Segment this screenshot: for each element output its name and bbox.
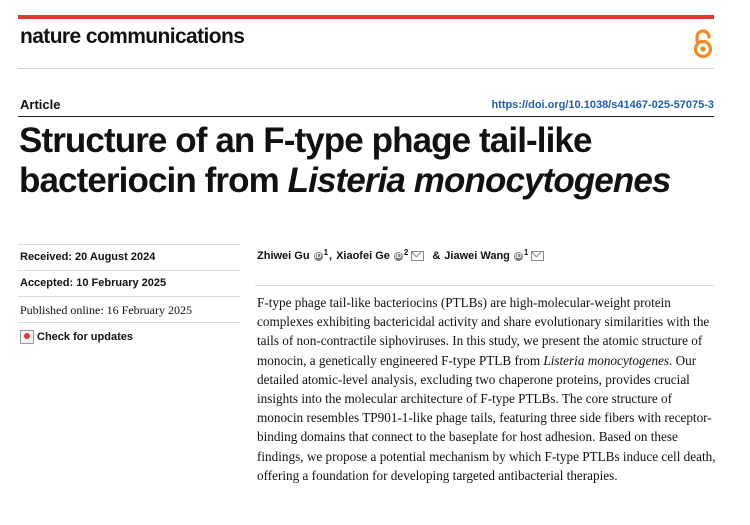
- title-text: Structure of an F-type phage tail-like bacteriocin from: [19, 121, 592, 200]
- email-icon[interactable]: [411, 251, 424, 261]
- orcid-icon[interactable]: iD: [514, 252, 522, 260]
- title-species: Listeria monocytogenes: [287, 161, 671, 200]
- author-affiliation: 1: [323, 247, 329, 257]
- page-title: [19, 121, 719, 201]
- meta-divider: [18, 322, 240, 323]
- brand-accent-bar: [18, 15, 714, 19]
- meta-divider: [18, 244, 240, 245]
- email-icon[interactable]: [531, 251, 544, 261]
- author-separator: &: [432, 250, 441, 262]
- author-name[interactable]: Xiaofei Ge: [336, 250, 390, 262]
- received-date: Received: 20 August 2024: [20, 251, 156, 263]
- journal-name[interactable]: nature communications: [20, 25, 245, 48]
- article-type: Article: [20, 97, 61, 112]
- abstract: [257, 293, 719, 485]
- abstract-species: Listeria monocytogenes: [543, 352, 670, 368]
- abstract-text: F-type phage tail-like bacteriocins (PTLBs) are high-molecular-weight protein complexes exhibiting bactericidal activity and share evolutionary similarities with the tails of non-contractile siphoviruses. In this study, we present the atomic structure of monocin, a genetically engineered F-type PTLB from: [257, 295, 710, 368]
- author-divider: [255, 285, 714, 286]
- check-updates-label: Check for updates: [37, 331, 133, 343]
- header-divider: [18, 68, 714, 69]
- orcid-icon[interactable]: iD: [314, 252, 322, 260]
- author-affiliation: 1: [523, 247, 529, 257]
- orcid-icon[interactable]: iD: [394, 252, 402, 260]
- meta-divider: [18, 270, 240, 271]
- check-updates-icon: [20, 330, 34, 344]
- doi-link[interactable]: https://doi.org/10.1038/s41467-025-57075-3: [491, 99, 714, 111]
- author-list: [257, 247, 548, 262]
- author-name[interactable]: Zhiwei Gu: [257, 250, 310, 262]
- title-divider: [18, 116, 714, 117]
- check-updates-button[interactable]: [20, 330, 133, 344]
- author-name[interactable]: Jiawei Wang: [444, 250, 510, 262]
- accepted-date: Accepted: 10 February 2025: [20, 277, 167, 289]
- open-access-icon[interactable]: [692, 28, 714, 60]
- author-affiliation: 2: [403, 247, 409, 257]
- abstract-text: . Our detailed atomic-level analysis, excluding two chaperone proteins, provides crucial insights into the molecular architecture of F-type PTLBs. The core structure of monocin resembles TP901-1-like phage tails, featuring three side fibers with receptor-binding domains that connect to the baseplate for host adhesion. Based on these findings, we propose a potential mechanism by which F-type PTLBs induce cell death, offering a foundation for developing targeted antibacterial therapies.: [257, 352, 716, 483]
- author-separator: ,: [329, 250, 333, 262]
- published-date: Published online: 16 February 2025: [20, 303, 192, 317]
- meta-divider: [18, 296, 240, 297]
